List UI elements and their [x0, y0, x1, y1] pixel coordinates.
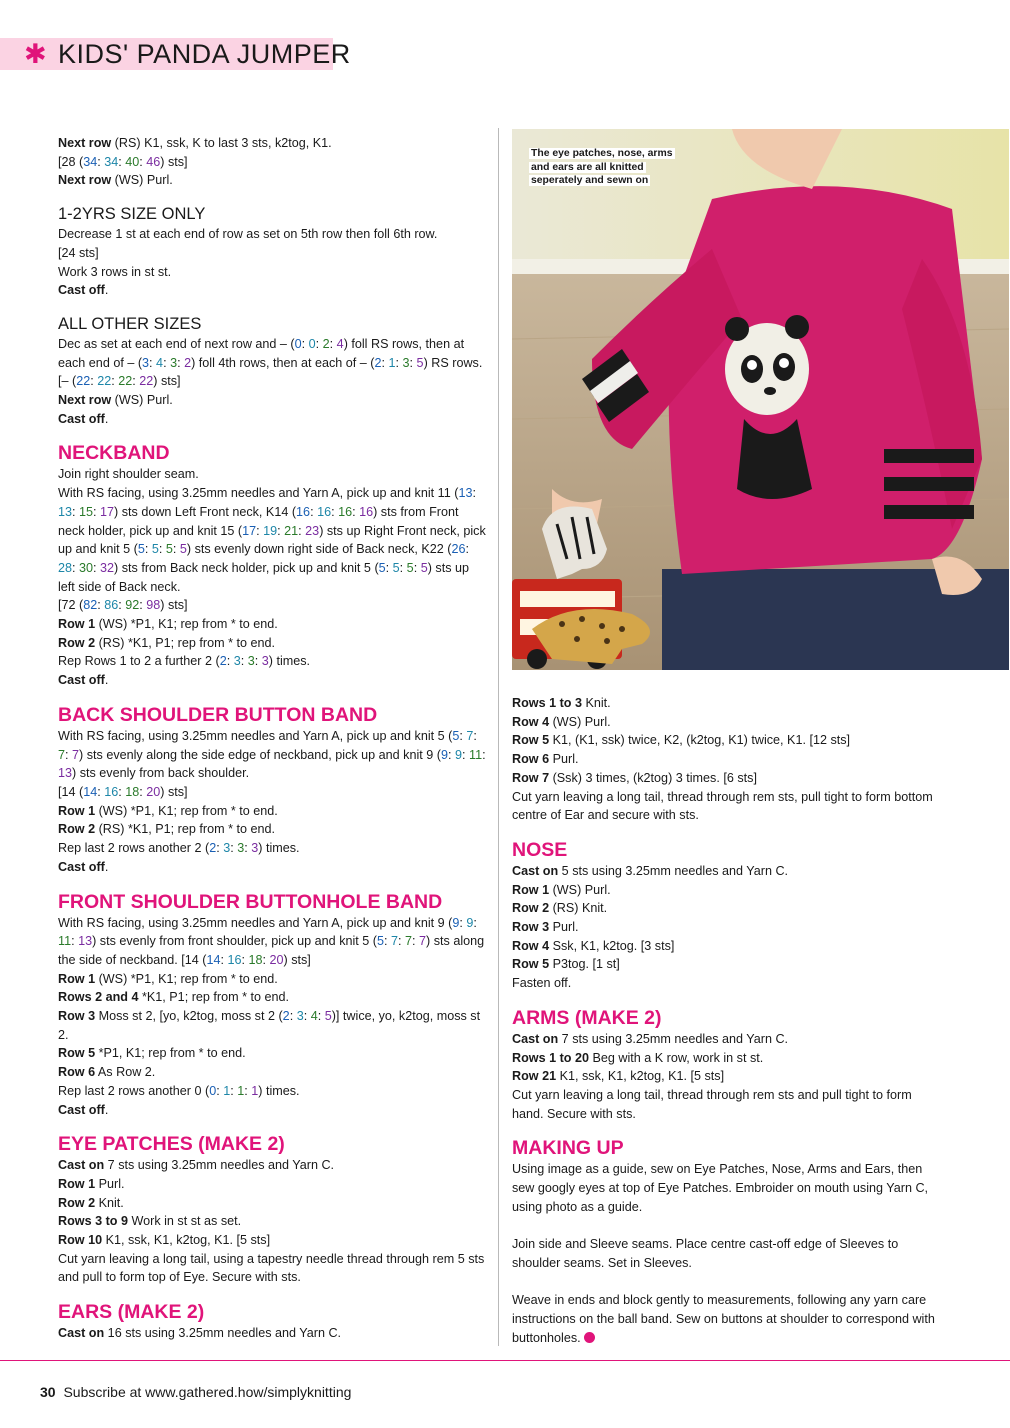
making-up-paragraph: Using image as a guide, sew on Eye Patches, Nose, Arms and Ears, then sew googly eyes at top of Eye Patches. Embroider on mouth using Yarn C, using photo as a guide.	[512, 1162, 929, 1214]
left-column	[58, 134, 488, 1343]
ears-row: Row 5 K1, (K1, ssk) twice, K2, (k2tog, K1) twice, K1. [12 sts]	[512, 733, 851, 748]
eye-patches-heading: EYE PATCHES (MAKE 2)	[58, 1133, 285, 1156]
neckband-row: Row 2 (RS) *K1, P1; rep from * to end.	[58, 635, 275, 650]
photo-caption: The eye patches, nose, arms and ears are all knitted seperately and sewn on	[531, 148, 673, 187]
size-12-line: [24 sts]	[58, 245, 99, 260]
front-band-row: Row 3 Moss st 2, [yo, k2tog, moss st 2 (2: 3: 4: 5)] twice, yo, k2tog, moss st 2.	[58, 1009, 481, 1042]
eye-patches-row: Row 1 Purl.	[58, 1176, 125, 1191]
making-up-paragraph: Weave in ends and block gently to measurements, following any yarn care instructions on the ball band. Sew on buttons at shoulder to correspond with buttonholes.	[512, 1293, 935, 1345]
nose-row: Cast on 5 sts using 3.25mm needles and Yarn C.	[512, 863, 789, 878]
page-title: KIDS' PANDA JUMPER	[58, 39, 351, 69]
panda-jumper-photo	[512, 129, 1009, 670]
arms-row: Row 21 K1, ssk, K1, k2tog, K1. [5 sts]	[512, 1069, 725, 1084]
back-band-row: Cast off.	[58, 859, 109, 874]
intro-line-3: Next row (WS) Purl.	[58, 173, 173, 188]
making-up-heading: MAKING UP	[512, 1137, 624, 1160]
neckband-line: [72 (82: 86: 92: 98) sts]	[58, 598, 188, 613]
nose-row: Row 2 (RS) Knit.	[512, 901, 608, 916]
eye-patches-row: Row 2 Knit.	[58, 1195, 124, 1210]
neckband-row: Cast off.	[58, 673, 109, 688]
eye-patches-row: Cut yarn leaving a long tail, using a tapestry needle thread through rem 5 sts and pull to form top of Eye. Secure with sts.	[58, 1251, 485, 1285]
size-12-line: Cast off.	[58, 283, 109, 298]
right-column	[512, 694, 937, 1347]
arms-row: Cast on 7 sts using 3.25mm needles and Yarn C.	[512, 1031, 789, 1046]
back-band-row: Rep last 2 rows another 2 (2: 3: 3: 3) times.	[58, 841, 300, 856]
ears-row: Row 4 (WS) Purl.	[512, 714, 611, 729]
size-12-line: Decrease 1 st at each end of row as set on 5th row then foll 6th row.	[58, 227, 438, 242]
front-band-row: Cast off.	[58, 1102, 109, 1117]
eye-patches-row: Rows 3 to 9 Work in st st as set.	[58, 1214, 242, 1229]
neckband-row: Row 1 (WS) *P1, K1; rep from * to end.	[58, 617, 278, 632]
back-band-row: Row 1 (WS) *P1, K1; rep from * to end.	[58, 803, 278, 818]
ears-row: Cast on 16 sts using 3.25mm needles and Yarn C.	[58, 1326, 342, 1341]
intro-line-1: Next row (RS) K1, ssk, K to last 3 sts, k2tog, K1.	[58, 136, 332, 150]
other-sizes-paragraph: Dec as set at each end of next row and – (0: 0: 2: 4) foll RS rows, then at each end of – (3: 4: 3: 2) foll 4th rows, then at each of – (2: 1: 3: 5) RS rows. [– (22: 22: 22: 22) sts]	[58, 336, 483, 389]
flower-icon: ✱	[24, 39, 47, 69]
neckband-heading: NECKBAND	[58, 442, 170, 465]
column-divider	[498, 128, 499, 1346]
neckband-paragraph: With RS facing, using 3.25mm needles and Yarn A, pick up and knit 11 (13: 13: 15: 17) sts down Left Front neck, K14 (16: 16: 16: 16) sts from Front neck holder, pick up and knit 15 (17: 19: 21: 23) sts up Right Front neck, pick up and knit 5 (5: 5: 5: 5) sts evenly down right side of Back neck, K22 (26: 28: 30: 32) sts from Back neck holder, pick up and knit 5 (5: 5: 5: 5) sts up left side of Back neck.	[58, 486, 486, 594]
nose-row: Row 4 Ssk, K1, k2tog. [3 sts]	[512, 938, 675, 953]
photo-illustration	[512, 129, 1009, 670]
front-band-row: Row 1 (WS) *P1, K1; rep from * to end.	[58, 971, 278, 986]
arms-row: Cut yarn leaving a long tail, thread through rem sts and pull tight to form hand. Secure with sts.	[512, 1087, 912, 1121]
nose-row: Row 1 (WS) Purl.	[512, 882, 611, 897]
nose-row: Row 3 Purl.	[512, 920, 579, 935]
back-band-row: Row 2 (RS) *K1, P1; rep from * to end.	[58, 822, 275, 837]
intro-line-2: [28 (34: 34: 40: 46) sts]	[58, 154, 188, 169]
arms-heading: ARMS (MAKE 2)	[512, 1006, 662, 1029]
ears-heading: EARS (MAKE 2)	[58, 1301, 205, 1324]
ears-row: Rows 1 to 3 Knit.	[512, 696, 611, 710]
ears-row: Row 7 (Ssk) 3 times, (k2tog) 3 times. [6 sts]	[512, 770, 757, 785]
making-up-paragraph: Join side and Sleeve seams. Place centre cast-off edge of Sleeves to shoulder seams. Set in Sleeves.	[512, 1237, 899, 1270]
nose-row: Fasten off.	[512, 976, 572, 991]
front-band-row: Row 5 *P1, K1; rep from * to end.	[58, 1046, 246, 1061]
front-band-row: Rep last 2 rows another 0 (0: 1: 1: 1) times.	[58, 1083, 300, 1098]
back-band-line: [14 (14: 16: 18: 20) sts]	[58, 784, 188, 799]
front-band-row: Rows 2 and 4 *K1, P1; rep from * to end.	[58, 990, 289, 1005]
front-band-heading: FRONT SHOULDER BUTTONHOLE BAND	[58, 890, 443, 913]
front-band-row: Row 6 As Row 2.	[58, 1065, 156, 1080]
neckband-row: Rep Rows 1 to 2 a further 2 (2: 3: 3: 3) times.	[58, 654, 311, 669]
other-sizes-line: Next row (WS) Purl.	[58, 393, 173, 408]
back-band-paragraph: With RS facing, using 3.25mm needles and Yarn A, pick up and knit 5 (5: 7: 7: 7) sts evenly along the side edge of neckband, pick up and knit 9 (9: 9: 11: 13) sts evenly from back shoulder.	[58, 728, 486, 781]
eye-patches-row: Cast on 7 sts using 3.25mm needles and Yarn C.	[58, 1158, 335, 1173]
other-sizes-heading: ALL OTHER SIZES	[58, 314, 202, 333]
eye-patches-row: Row 10 K1, ssk, K1, k2tog, K1. [5 sts]	[58, 1233, 271, 1248]
footer	[40, 1384, 351, 1400]
nose-heading: NOSE	[512, 838, 568, 861]
footer-rule	[0, 1360, 1010, 1361]
front-band-paragraph: With RS facing, using 3.25mm needles and Yarn A, pick up and knit 9 (9: 9: 11: 13) sts evenly from front shoulder, pick up and knit 5 (5: 7: 7: 7) sts along the side of neckband. [14 (14: 16: 18: 20) sts]	[58, 915, 485, 967]
ears-row: Cut yarn leaving a long tail, thread through rem sts, pull tight to form bottom centre of Ear and secure with sts.	[512, 789, 933, 823]
ears-row: Row 6 Purl.	[512, 752, 579, 767]
arms-row: Rows 1 to 20 Beg with a K row, work in st st.	[512, 1050, 764, 1065]
neckband-line: Join right shoulder seam.	[58, 467, 199, 482]
yarn-ball-icon	[584, 1332, 595, 1343]
nose-row: Row 5 P3tog. [1 st]	[512, 957, 620, 972]
subscribe-link[interactable]: Subscribe at www.gathered.how/simplyknitting	[63, 1384, 352, 1400]
back-band-heading: BACK SHOULDER BUTTON BAND	[58, 703, 378, 726]
size-12-line: Work 3 rows in st st.	[58, 264, 172, 279]
page-number: 30	[40, 1384, 56, 1400]
other-sizes-line: Cast off.	[58, 411, 109, 426]
size-12-heading: 1-2YRS SIZE ONLY	[58, 205, 206, 224]
